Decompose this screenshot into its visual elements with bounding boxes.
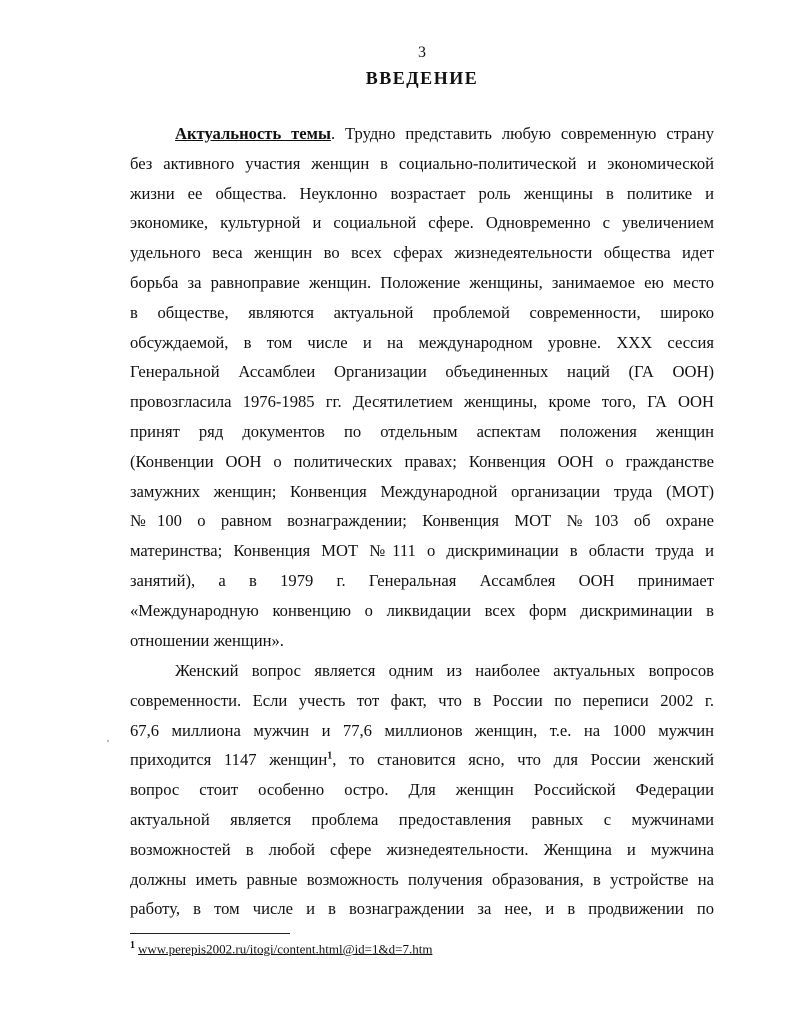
page-number: 3 [418, 44, 426, 61]
text-line: 67,6 миллиона мужчин и 77,6 миллионов женщин, т.е. на 1000 мужчин [130, 720, 714, 740]
text-line: «Международную конвенцию о ликвидации всех форм дискриминации в [130, 600, 714, 620]
text-line: возможностей в любой сфере жизнедеятельности. Женщина и мужчина [130, 839, 714, 859]
text-line: работу, в том числе и в вознаграждении за нее, и в продвижении по [130, 899, 714, 919]
text-line: занятий), а в 1979 г. Генеральная Ассамблея ООН принимает [130, 570, 714, 590]
text-line: провозгласила 1976-1985 гг. Десятилетием женщины, кроме того, ГА ООН [130, 392, 714, 412]
text-line: №100 о равном вознаграждении; Конвенция МОТ №103 об охране [130, 511, 714, 531]
text-line: материнства; Конвенция МОТ №111 о дискриминации в области труда и [130, 541, 714, 561]
footnote-divider [130, 933, 290, 934]
margin-mark: ' [107, 738, 109, 750]
footnote-number: 1 [130, 940, 135, 951]
text-line: современности. Если учесть тот факт, что в России по переписи 2002 г. [130, 690, 714, 710]
text-line: экономике, культурной и социальной сфере. Одновременно с увеличением [130, 213, 714, 233]
text-line: отношении женщин». [130, 630, 284, 650]
text-line: Актуальность темы. Трудно представить любую современную страну [175, 124, 714, 143]
text-line: (Конвенции ООН о политических правах; Конвенция ООН о гражданстве [130, 451, 714, 471]
text-line: в обществе, являются актуальной проблемой современности, широко [130, 302, 714, 322]
text-line: замужних женщин; Конвенция Международной организации труда (МОТ) [130, 481, 714, 501]
text-line: борьба за равноправие женщин. Положение женщины, занимаемое ею место [130, 272, 714, 292]
text-line: Женский вопрос является одним из наиболее актуальных вопросов [175, 661, 714, 680]
footnote-reference[interactable]: 1 [327, 750, 333, 762]
text-line: должны иметь равные возможность получения образования, в устройстве на [130, 869, 714, 889]
text-line: Генеральной Ассамблеи Организации объединенных наций (ГА ООН) [130, 362, 714, 382]
relevance-lead: Актуальность темы [175, 124, 331, 143]
text-line: удельного веса женщин во всех сферах жизнедеятельности общества идет [130, 243, 714, 263]
footnote [130, 937, 432, 958]
text-line: принят ряд документов по отдельным аспектам положения женщин [130, 421, 714, 441]
text-line: актуальной является проблема предоставления равных с мужчинами [130, 809, 714, 829]
text-line: приходится 1147 женщин$^1$, то становится ясно, что для России женский [130, 750, 714, 770]
text-line: вопрос стоит особенно остро. Для женщин Российской Федерации [130, 780, 714, 800]
footnote-link[interactable]: www.perepis2002.ru/itogi/content.html@id=1&d=7.htm [138, 941, 433, 957]
text-line: обсуждаемой, в том числе и на международном уровне. XXX сессия [130, 332, 714, 352]
page-heading: ВВЕДЕНИЕ [365, 68, 479, 88]
text-line: жизни ее общества. Неуклонно возрастает роль женщины в политике и [130, 183, 714, 203]
text-line: без активного участия женщин в социально-политической и экономической [130, 153, 714, 173]
paragraph-relevance [130, 119, 714, 655]
paragraph-women-question [130, 656, 714, 924]
